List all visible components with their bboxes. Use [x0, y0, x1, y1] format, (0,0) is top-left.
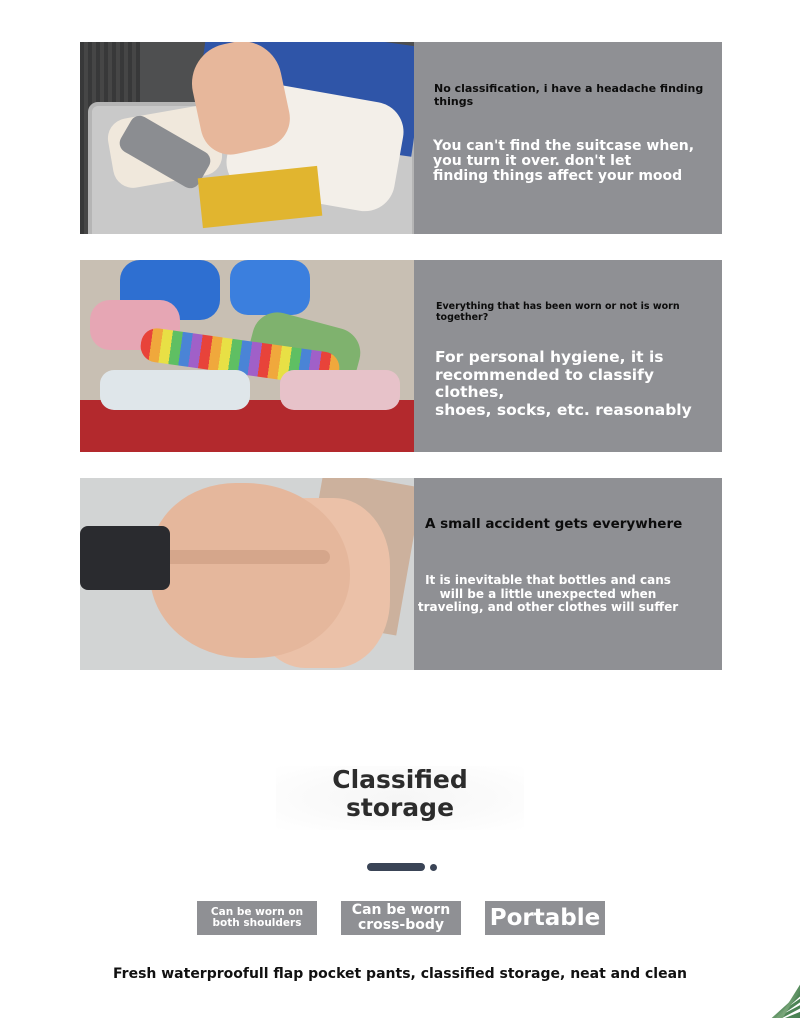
feature-tag-portable: Portable: [485, 901, 605, 935]
problem-panel-3: [80, 478, 722, 670]
panel-heading: A small accident gets everywhere: [425, 516, 683, 532]
problem-panel-1: [80, 42, 722, 234]
spilled-foundation-photo: [80, 478, 414, 670]
divider-bar: [367, 863, 425, 871]
panel-body: It is inevitable that bottles and cans will be a little unexpected when traveling, and other clothes will suffer: [417, 573, 679, 614]
feature-tag-shoulders: Can be worn on both shoulders: [197, 901, 317, 935]
divider-dot: [430, 864, 437, 871]
problem-panel-2: [80, 260, 722, 452]
product-tagline: Fresh waterproofull flap pocket pants, classified storage, neat and clean: [113, 966, 687, 982]
panel-body: For personal hygiene, it is recommended to classify clothes, shoes, socks, etc. reasonably: [435, 348, 692, 419]
messy-suitcase-photo: [80, 42, 414, 234]
panel-heading: Everything that has been worn or not is worn together?: [436, 301, 680, 323]
jumbled-luggage-photo: [80, 260, 414, 452]
feature-tag-cross-body: Can be worn cross-body: [341, 901, 461, 935]
section-title: Classified storage: [332, 765, 468, 822]
panel-body: You can't find the suitcase when, you turn it over. don't let finding things affect your mood: [433, 138, 695, 184]
panel-heading: No classification, i have a headache finding things: [434, 82, 704, 108]
palm-leaf-decoration: [600, 900, 800, 1018]
